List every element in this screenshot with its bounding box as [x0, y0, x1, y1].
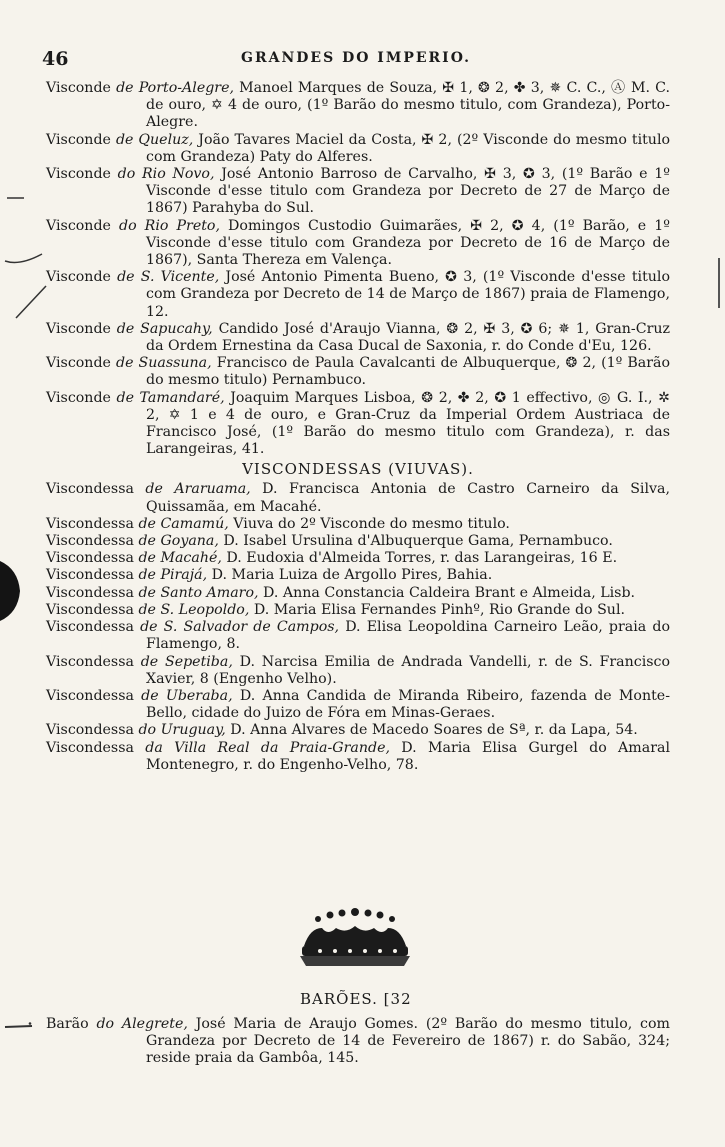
- entry-barao: [46, 1016, 670, 1068]
- ink-blot-mark: [0, 555, 24, 625]
- entry-viscondessa: Viscondessa de Araruama, D. Francisca Antonia de Castro Carneiro da Silva, Quissamãa, em Macahé.: [46, 481, 670, 515]
- entry-viscondessa: Viscondessa de Santo Amaro, D. Anna Constancia Caldeira Brant e Almeida, Lisb.: [46, 584, 636, 601]
- entry-viscondessa: Viscondessa do Uruguay, D. Anna Alvares de Macedo Soares de Sª, r. da Lapa, 54.: [46, 722, 638, 739]
- margin-dash-mark: [4, 1022, 34, 1030]
- entry-viscondessa: Viscondessa de Camamú, Viuva do 2º Visconde do mesmo titulo.: [46, 515, 510, 532]
- entry-viscondessa: Viscondessa de Uberaba, D. Anna Candida de Miranda Ribeiro, fazenda de Monte-Bello, cidade do Juizo de Fóra em Minas-Geraes.: [46, 687, 670, 722]
- section-heading-baroes: BARÕES. [32: [300, 990, 412, 1008]
- entry-viscondessa: Viscondessa de Sepetiba, D. Narcisa Emilia de Andrada Vandelli, r. de S. Francisco Xavier, 8 (Engenho Velho).: [46, 653, 671, 687]
- entry-viscondessa: Viscondessa de Pirajá, D. Maria Luiza de Argollo Pires, Bahia.: [46, 567, 493, 584]
- entry-visconde: Visconde de Porto-Alegre, Manoel Marques de Souza, ✠ 1, ❂ 2, ✤ 3, ✵ C. C., Ⓐ M. C. de ouro, ✡ 4 de ouro, (1º Barão do mesmo titulo, com Grandeza), Porto-Alegre.: [46, 80, 670, 131]
- entry-visconde: Visconde de S. Vicente, José Antonio Pimenta Bueno, ✪ 3, (1º Visconde d'esse titulo com Grandeza por Decreto de 14 de Março de 1867) praia de Flamengo, 12.: [46, 269, 671, 320]
- entry-viscondessa: Viscondessa de Macahé, D. Eudoxia d'Almeida Torres, r. das Larangeiras, 16 E.: [46, 550, 618, 567]
- entry-barao-text: Barão do Alegrete, José Maria de Araujo Gomes. (2º Barão do mesmo titulo, com Grandeza por Decreto de 14 de Fevereiro de 1867) r. do Sabão, 324; reside praia da Gambôa, 145.: [46, 1016, 670, 1067]
- entry-viscondessa: Viscondessa de S. Salvador de Campos, D. Elisa Leopoldina Carneiro Leão, praia do Flamengo, 8.: [46, 619, 671, 653]
- entry-visconde: Visconde de Tamandaré, Joaquim Marques Lisboa, ❂ 2, ✤ 2, ✪ 1 effectivo, ◎ G. I., ✲ 2, ✡ 1 e 4 de ouro, e Gran-Cruz da Imperial Ordem Austriaca de Francisco José, (1º Barão do mesmo titulo com Grandeza), r. das Larangeiras, 41.: [46, 389, 670, 458]
- entry-visconde: Visconde de Queluz, João Tavares Maciel da Costa, ✠ 2, (2º Visconde do mesmo titulo com Grandeza) Paty do Alferes.: [46, 131, 671, 165]
- entry-visconde: Visconde do Rio Novo, José Antonio Barroso de Carvalho, ✠ 3, ✪ 3, (1º Barão e 1º Visconde d'esse titulo com Grandeza por Decreto de 27 de Março de 1867) Parahyba do Sul.: [46, 166, 670, 217]
- margin-slash-mark: [14, 284, 48, 320]
- entry-visconde: Visconde de Sapucahy, Candido José d'Araujo Vianna, ❂ 2, ✠ 3, ✪ 6; ✵ 1, Gran-Cruz da Ordem Ernestina da Casa Ducal de Saxonia, r. do Conde d'Eu, 126.: [46, 320, 670, 355]
- section-heading-viscondessas: VISCONDESSAS (VIUVAS).: [242, 460, 474, 479]
- margin-dash-mark: [4, 252, 44, 266]
- entry-viscondessa: Viscondessa de Goyana, D. Isabel Ursulina d'Albuquerque Gama, Pernambuco.: [46, 533, 613, 550]
- entry-visconde: Visconde de Suassuna, Francisco de Paula Cavalcanti de Albuquerque, ❂ 2, (1º Barão do mesmo titulo) Pernambuco.: [46, 355, 671, 389]
- page-number: 46: [42, 48, 69, 70]
- entries-list: [46, 80, 670, 774]
- entry-viscondessa: Viscondessa de S. Leopoldo, D. Maria Elisa Fernandes Pinhº, Rio Grande do Sul.: [46, 601, 625, 618]
- crown-ornament-icon: [290, 906, 420, 970]
- entry-viscondessa: Viscondessa da Villa Real da Praia-Grande, D. Maria Elisa Gurgel do Amaral Montenegro, r. do Engenho-Velho, 78.: [46, 739, 670, 773]
- running-title: GRANDES DO IMPERIO.: [241, 50, 471, 66]
- entry-visconde: Visconde do Rio Preto, Domingos Custodio Guimarães, ✠ 2, ✪ 4, (1º Barão, e 1º Visconde d'esse titulo com Grandeza por Decreto de 16 de Março de 1867), Santa Thereza em Valença.: [46, 217, 670, 269]
- margin-dash-mark: [6, 195, 26, 201]
- page-header: [42, 48, 670, 70]
- margin-vertical-mark: [718, 258, 720, 308]
